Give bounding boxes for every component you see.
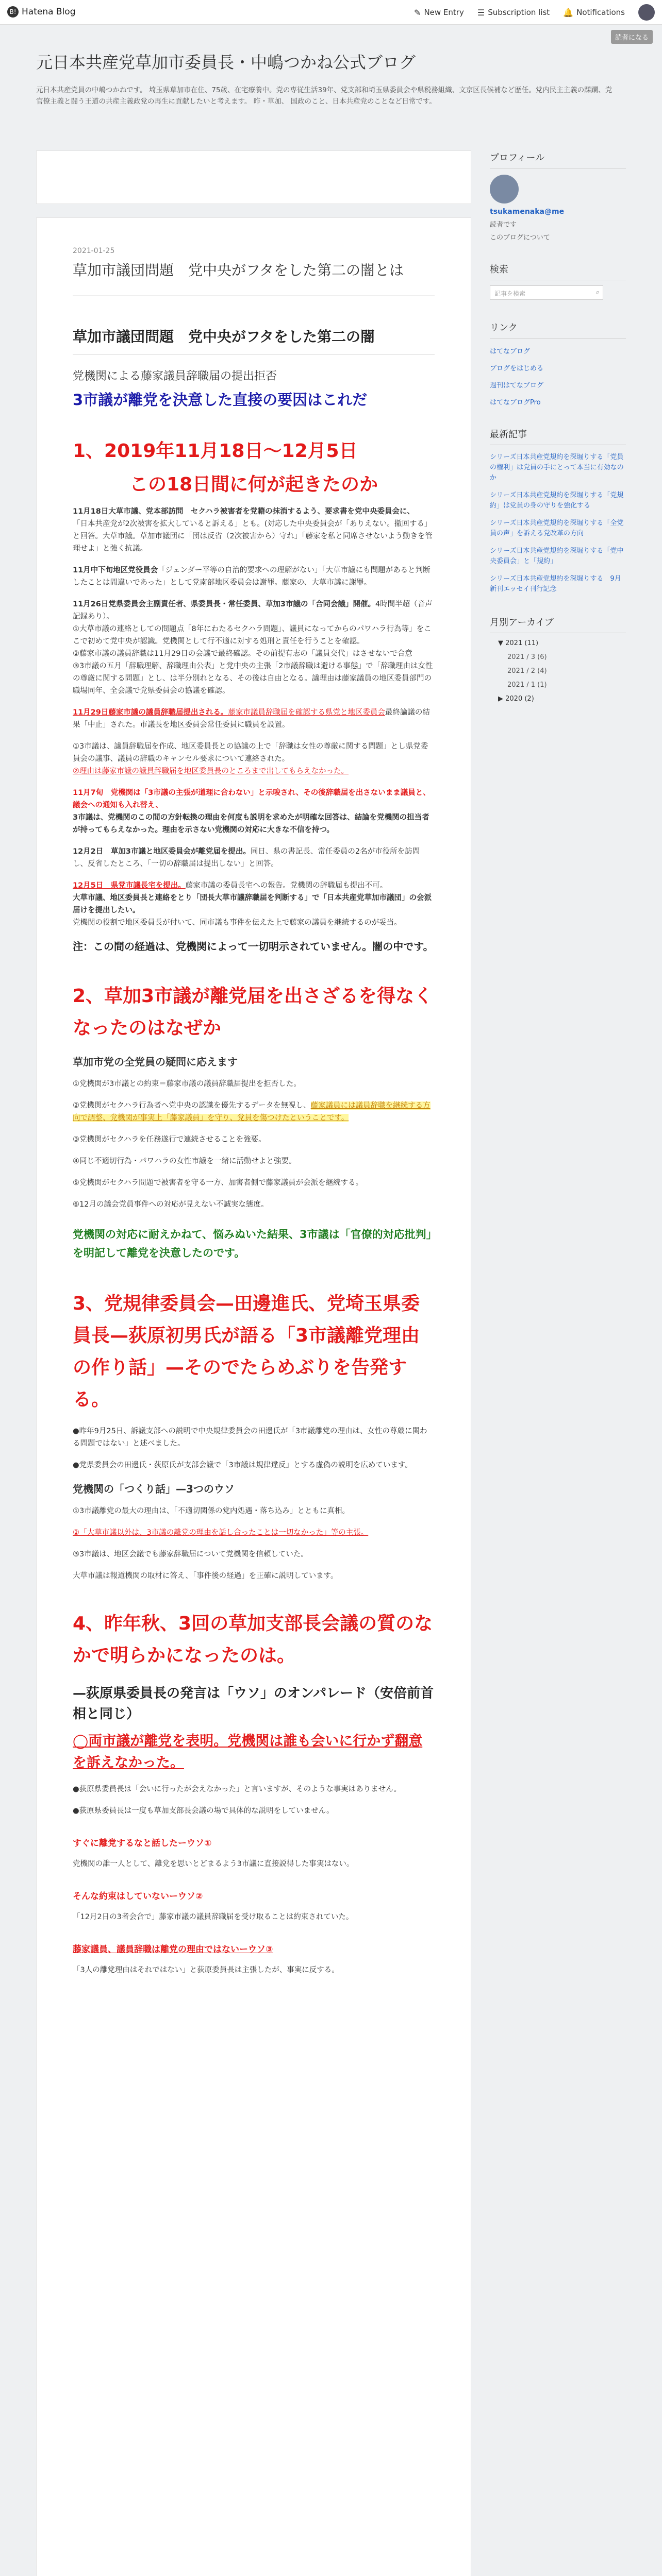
search-heading: 検索 bbox=[490, 262, 626, 280]
paragraph-body: 大草市議、地区委員長と連絡をとり「団長大草市議辞職届を判断する」で「日本共産党草加市議団」の会派届けを提出したい。 bbox=[73, 894, 432, 914]
paragraph bbox=[73, 505, 435, 555]
paragraph bbox=[73, 564, 435, 589]
paragraph-lead: 12月5日 県党市議長宅を提出。 bbox=[73, 882, 186, 890]
paragraph: ●党県委員会の田邊氏・荻原氏が支部会議で「3市議は規律違反」とする虚偽の説明を広めています。 bbox=[73, 1461, 412, 1469]
paragraph bbox=[73, 706, 435, 731]
paragraph-body: ①3市議は、議員辞職届を作成、地区委員長との協議の上で「辞職は女性の尊厳に関する問題」とし県党委員会の議事、議員の辞職のキャンセル要求について連絡された。 bbox=[73, 742, 428, 763]
paragraph: ●荻原県委員長は「会いに行ったが会えなかった」と言いますが、そのような事実はありません。 bbox=[73, 1785, 402, 1793]
archive-heading: 月別アーカイブ bbox=[490, 615, 626, 633]
paragraph-body: 最終論議の結果「中止」された。市議長を地区委員会常任委員に職員を設置。 bbox=[73, 708, 430, 729]
list-item: ①3市議離党の最大の理由は、「不適切関係の党内処遇・落ち込み」とともに真相。 bbox=[73, 1507, 350, 1515]
article-heading: 草加市議団問題 党中央がフタをした第二の闇 bbox=[73, 327, 435, 355]
archive-year[interactable]: ▼ 2021 (11) bbox=[498, 639, 539, 647]
hatena-logo-icon: B! bbox=[7, 6, 19, 18]
section-4-subheading: —荻原県委員長の発言は「ウソ」のオンパレード（安倍前首相と同じ） bbox=[73, 1686, 434, 1722]
subscription-list-label: Subscription list bbox=[488, 8, 550, 17]
paragraph-body: 同日、県の書記長、常任委員の2名が市役所を訪問し、反省したところ、「一切の辞職届は提出しない」と回答。 bbox=[73, 848, 420, 868]
pencil-icon: ✎ bbox=[414, 7, 421, 18]
list-icon: ☰ bbox=[477, 7, 485, 18]
profile-read-status[interactable]: 読者です bbox=[490, 221, 517, 229]
paragraph bbox=[73, 879, 435, 929]
paragraph bbox=[73, 740, 435, 777]
bell-icon: 🔔 bbox=[563, 7, 574, 18]
recent-entry[interactable]: シリーズ日本共産党規約を深堀りする「全党員の声」を訴える党改革の方向 bbox=[490, 519, 624, 537]
article-title[interactable]: 草加市議団問題 党中央がフタをした第二の闇とは bbox=[73, 262, 404, 279]
paragraph-body: 「日本共産党が2次被害を拡大していると訴える」とも。(対応した中央委員会が「ありえない。撤回する」と回答。大草市議。草加市議団に「団は反省（2次被害から）守れ」「藤家を私と同席させないよう動きを管理せよ」と強く抗議。 bbox=[73, 520, 433, 553]
archive-year[interactable]: ▶ 2020 (2) bbox=[498, 695, 534, 703]
paragraph-lead: 11月7旬 党機関は「3市議の主張が道理に合わない」と示唆され、その後辞職届を出さないまま議員と、議会への通知も入れ替え、 bbox=[73, 789, 431, 809]
search-placeholder: 記事を検索 bbox=[494, 290, 526, 297]
article-date[interactable]: 2021-01-25 bbox=[73, 247, 115, 255]
paragraph-body: 4時間半超（音声記録あり）。 ①大草市議の連絡としての問題点「8年にわたるセクハラ問題」、議員になってからのパワハラ行為等」をここで初めて党中央が認識。党機関として行不適に対する処刑と責任を行うことを確認。 ②藤家市議の議員辞職は11月29日の会議で最終確認。その前提有志の「議員交代」はさせないで合意 ③3市議の五月「辞職理解、辞職理由公表」と党中央の主張「2市議辞職は避ける事態」で「辞職理由は女性の尊厳に関する問題」とし、は半分別れとなる、その後は自由となる。議理由は藤家議員の地区委員部門の職場同年、全会議で党県委員会の協議を確認。 bbox=[73, 600, 433, 695]
paragraph: 党機関の誰一人として、離党を思いとどまるよう3市議に直接説得した事実はない。 bbox=[73, 1860, 354, 1868]
recent-entry[interactable]: シリーズ日本共産党規約を深堀りする 9月新刊エッセイ刊行記念 bbox=[490, 575, 621, 593]
paragraph-lead: 11月26日党県委員会主副責任者、県委員長・常任委員、草加3市議の「合同会議」開催。 bbox=[73, 600, 375, 608]
paragraph-body: 党機関の役割で地区委員長が付いて、同市議も事件を伝えた上で藤家の議員を継続するのが妥当。 bbox=[73, 919, 402, 927]
paragraph: 「12月2日の3者会合で」藤家市議の議員辞職届を受け取ることは約束されていた。 bbox=[73, 1913, 354, 1921]
sidebar-link[interactable]: 週刊はてなブログ bbox=[490, 382, 544, 389]
paragraph-lead: 11月中下旬地区党役員会 bbox=[73, 566, 158, 574]
article bbox=[36, 217, 471, 2576]
paragraph-highlight: ②理由は藤家市議の議員辞職届を地区委員長のところまで出してもらえなかった。 bbox=[73, 767, 349, 775]
list-item: ③党機関がセクハラを任務遂行で連続させることを強要。 bbox=[73, 1136, 266, 1144]
divider bbox=[73, 295, 435, 296]
paragraph-highlight: 藤家市議員辞職届を確認する県党と地区委員会 bbox=[228, 708, 385, 717]
list-item: ④同じ不適切行為・パワハラの女性市議を一緒に活動せよと強要。 bbox=[73, 1157, 296, 1165]
paragraph bbox=[73, 598, 435, 697]
blog-title[interactable]: 元日本共産党草加市委員長・中嶋つかね公式ブログ bbox=[36, 53, 416, 72]
links-heading: リンク bbox=[490, 320, 626, 338]
top-bar bbox=[0, 0, 662, 25]
list-item-highlight: ②「大草市議以外は、3市議の離党の理由を話し合ったことは一切なかった」等の主張。 bbox=[73, 1529, 369, 1537]
recent-entry[interactable]: シリーズ日本共産党規約を深堀りする「党規約」は党員の身の守りを強化する bbox=[490, 492, 624, 510]
paragraph bbox=[73, 787, 435, 836]
profile-avatar[interactable] bbox=[490, 175, 519, 204]
list-item: ①党機関が3市議との約束＝藤家市議の議員辞職届提出を拒否した。 bbox=[73, 1080, 301, 1088]
sidebar bbox=[490, 150, 626, 703]
lie-heading-1: すぐに離党するなと話したーウソ① bbox=[73, 1838, 212, 1849]
paragraph-lead: 12月2日 草加3市議と地区委員会が離党届を提出。 bbox=[73, 848, 251, 856]
paragraph-body: 3市議は、党機関のこの間の方針転換の理由を何度も説明を求めたが明確な回答は、結論を党機関の担当者が持ってもらえなかった。理由を示さない党機関の対応に大きな不信を持つ。 bbox=[73, 814, 429, 834]
section-2-heading: 2、草加3市議が離党届を出さざるを得なくなったのはなぜか bbox=[73, 986, 433, 1039]
blue-heading: 3市議が離党を決意した直接の要因はこれだ bbox=[73, 391, 368, 409]
green-statement: 党機関の対応に耐えかねて、悩みぬいた結果、3市議は「官僚的対応批判」を明記して離党を決意したのです。 bbox=[73, 1228, 432, 1259]
sidebar-link[interactable]: はてなブログ bbox=[490, 348, 531, 355]
paragraph-lead: 11月29日藤家市議の議員辞職届提出される。 bbox=[73, 708, 228, 717]
archive-month[interactable]: 2021 / 3 (6) bbox=[507, 653, 547, 661]
paragraph bbox=[73, 845, 435, 870]
note: 注：この間の経過は、党機関によって一切明示されていません。闇の中です。 bbox=[73, 940, 434, 953]
section-3-heading: 3、党規律委員会—田邊進氏、党埼玉県委員長—荻原初男氏が語る「3市議離党理由の作り話」—そのでたらめぶりを告発する。 bbox=[73, 1293, 420, 1410]
list-item-text: ②党機関がセクハラ行為者へ党中央の認識を優先するデータを無視し、 bbox=[73, 1101, 311, 1110]
paragraph: ●荻原県委員長は一度も草加支部長会議の場で具体的な説明をしていません。 bbox=[73, 1807, 334, 1815]
section-3-subheading: 党機関の「つくり話」—3つのウソ bbox=[73, 1483, 235, 1495]
section-1-subheading: この18日間に何が起きたのか bbox=[129, 474, 378, 495]
paragraph: 大草市議は報道機関の取材に答え、「事件後の経過」を正確に説明しています。 bbox=[73, 1572, 338, 1580]
sidebar-link[interactable]: はてなブログPro bbox=[490, 399, 541, 406]
notifications-label: Notifications bbox=[576, 8, 625, 17]
profile-name[interactable]: tsukamenaka@me bbox=[490, 208, 565, 216]
about-link[interactable]: このブログについて bbox=[490, 234, 550, 242]
top-bar-actions bbox=[414, 4, 655, 21]
blog-description: 元日本共産党員の中嶋つかねです。 埼玉県草加市在住、75歳、在宅療養中。党の専従生活39年、党支部和埼玉県委員会や県税務組織、文京区長候補など歴任。党内民主主義の蹂躙、党官僚主義と闘う王道の共産主義政党の再生に貢献したいと考えます。 昨・草加、 国政のこと、日本共産党のことなど日常です。 bbox=[36, 86, 613, 106]
paragraph: ●昨年9月25日、訴議支部への説明で中央規律委員会の田邊氏が「3市議離党の理由は、女性の尊厳に関わる問題ではない」と述べました。 bbox=[73, 1427, 427, 1448]
section-2-subheading: 草加市党の全党員の疑問に応えます bbox=[73, 1056, 238, 1068]
search-input[interactable] bbox=[490, 285, 603, 300]
lie-heading-2: そんな約束はしていないーウソ② bbox=[73, 1891, 203, 1902]
list-item: ⑥12月の議会党員事件への対応が見えない不誠実な態度。 bbox=[73, 1200, 269, 1209]
list-item: ③3市議は、地区会議でも藤家辞職届について党機関を信頼していた。 bbox=[73, 1550, 308, 1558]
hatena-logo[interactable] bbox=[7, 6, 76, 18]
recent-entry[interactable]: シリーズ日本共産党規約を深堀りする「党員の権利」は党員の手にとって本当に有効なのか bbox=[490, 453, 624, 482]
new-entry-button[interactable] bbox=[414, 8, 464, 18]
paragraph: 「3人の離党理由はそれではない」と荻原委員長は主張したが、事実に反する。 bbox=[73, 1966, 339, 1974]
list-item-highlight: 藤家議員には議員辞職を継続する方向で調整、党機関が事実上「藤家議員」を守り、党員を傷つけたということです。 bbox=[73, 1101, 431, 1122]
new-entry-label: New Entry bbox=[424, 8, 464, 17]
section-4-claim: ◯両市議が離党を表明。党機関は誰も会いに行かず翻意を訴えなかった。 bbox=[73, 1733, 423, 1771]
archive-month[interactable]: 2021 / 1 (1) bbox=[507, 681, 547, 689]
ad-space bbox=[36, 150, 471, 204]
search-icon[interactable]: ⌕ bbox=[595, 289, 600, 296]
section-1-heading: 1、2019年11月18日～12月5日 bbox=[73, 440, 358, 462]
section-4-heading: 4、昨年秋、3回の草加支部長会議の質のなかで明らかになったのは。 bbox=[73, 1613, 433, 1666]
profile-heading: プロフィール bbox=[490, 150, 626, 168]
list-item bbox=[73, 1099, 435, 1124]
subscription-list-button[interactable] bbox=[477, 8, 550, 18]
notifications-button[interactable] bbox=[563, 8, 625, 18]
lie-heading-3: 藤家議員、議員辞職は離党の理由ではないーウソ③ bbox=[73, 1944, 273, 1955]
paragraph-lead: 11月18日大草市議、党本部訪問 セクハラ被害者を党籍の抹消するよう、要求書を党中央委員会に、 bbox=[73, 507, 415, 516]
sidebar-link[interactable]: ブログをはじめる bbox=[490, 365, 544, 372]
user-avatar[interactable] bbox=[638, 4, 655, 21]
paragraph-body: 藤家市議の委員長宅への報告。党機関の辞職届も提出不可。 bbox=[185, 882, 388, 890]
recent-heading: 最新記事 bbox=[490, 427, 626, 445]
logo-text: Hatena Blog bbox=[22, 7, 76, 17]
list-item: ⑤党機関がセクハラ問題で被害者を守る一方、加害者側で藤家議員が会派を継続する。 bbox=[73, 1179, 363, 1187]
subscribe-button[interactable]: 読者になる bbox=[611, 30, 653, 44]
paragraph-body: 「ジェンダー平等の自治的要求への理解がない」「大草市議にも問題があると判断したことは間違いであった」として党南部地区委員会は謝罪。藤家の、大草市議に謝罪。 bbox=[73, 566, 431, 587]
article-subheading: 党機関による藤家議員辞職届の提出拒否 bbox=[73, 370, 277, 383]
list-item bbox=[73, 1527, 435, 1539]
archive-month[interactable]: 2021 / 2 (4) bbox=[507, 667, 547, 675]
recent-entry[interactable]: シリーズ日本共産党規約を深堀りする「党中央委員会」と「規約」 bbox=[490, 547, 624, 565]
